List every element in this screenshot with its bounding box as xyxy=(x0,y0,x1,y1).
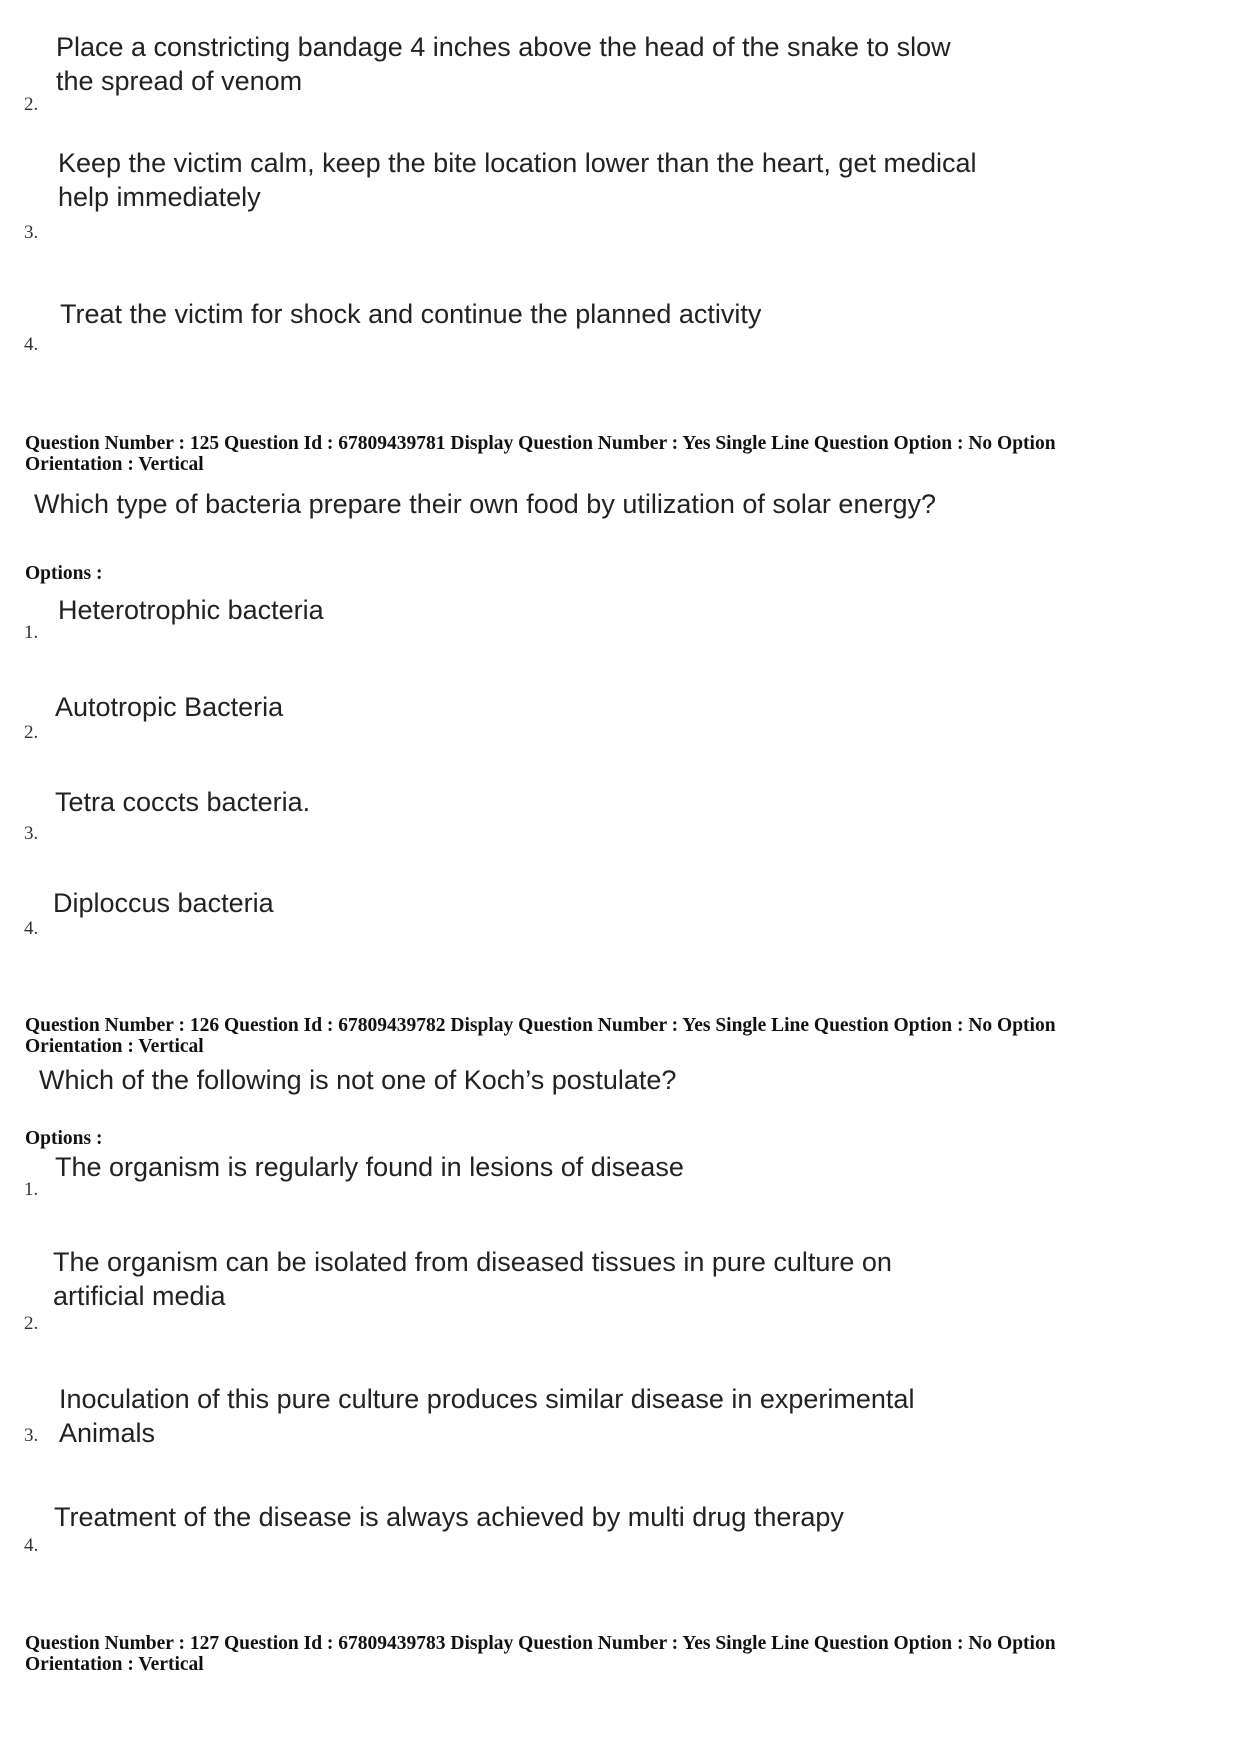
question-126-text: Which of the following is not one of Koch’s postulate? xyxy=(39,1065,677,1095)
question-126-meta: Question Number : 126 Question Id : 67809439782 Display Question Number : Yes Single Line Question Option : No Option Orientation : Vertical xyxy=(25,1015,1056,1057)
prev-option-4-text: Treat the victim for shock and continue the planned activity xyxy=(60,299,762,329)
q125-option-3-text: Tetra coccts bacteria. xyxy=(55,787,311,817)
question-125-options-label: Options : xyxy=(25,563,103,584)
q126-option-4-text: Treatment of the disease is always achieved by multi drug therapy xyxy=(54,1502,844,1532)
question-127-meta: Question Number : 127 Question Id : 67809439783 Display Question Number : Yes Single Line Question Option : No Option Orientation : Vertical xyxy=(25,1633,1056,1675)
prev-option-3-text: Keep the victim calm, keep the bite location lower than the heart, get medical help immediately xyxy=(58,148,977,212)
q125-option-2-text: Autotropic Bacteria xyxy=(55,692,284,722)
prev-option-2-number: 2. xyxy=(24,94,39,115)
q126-option-1-number: 1. xyxy=(24,1179,39,1200)
q126-option-1-text: The organism is regularly found in lesions of disease xyxy=(55,1152,684,1182)
q126-option-4-number: 4. xyxy=(24,1535,39,1556)
q125-option-1-number: 1. xyxy=(24,622,39,643)
q125-option-4-number: 4. xyxy=(24,918,39,939)
q125-option-3-number: 3. xyxy=(24,823,39,844)
prev-option-4-number: 4. xyxy=(24,334,39,355)
question-126-options-label: Options : xyxy=(25,1128,103,1149)
q126-option-2-number: 2. xyxy=(24,1313,39,1334)
q126-option-3-number: 3. xyxy=(24,1425,39,1446)
q125-option-1-text: Heterotrophic bacteria xyxy=(58,595,324,625)
q126-option-3-text: Inoculation of this pure culture produces similar disease in experimental Animals xyxy=(59,1384,915,1448)
prev-option-2-text: Place a constricting bandage 4 inches above the head of the snake to slow the spread of venom xyxy=(56,32,951,96)
q125-option-4-text: Diploccus bacteria xyxy=(53,888,274,918)
question-125-meta: Question Number : 125 Question Id : 67809439781 Display Question Number : Yes Single Line Question Option : No Option Orientation : Vertical xyxy=(25,433,1056,475)
prev-option-3-number: 3. xyxy=(24,222,39,243)
question-125-text: Which type of bacteria prepare their own food by utilization of solar energy? xyxy=(34,489,936,519)
q125-option-2-number: 2. xyxy=(24,722,39,743)
q126-option-2-text: The organism can be isolated from diseased tissues in pure culture on artificial media xyxy=(53,1247,892,1311)
